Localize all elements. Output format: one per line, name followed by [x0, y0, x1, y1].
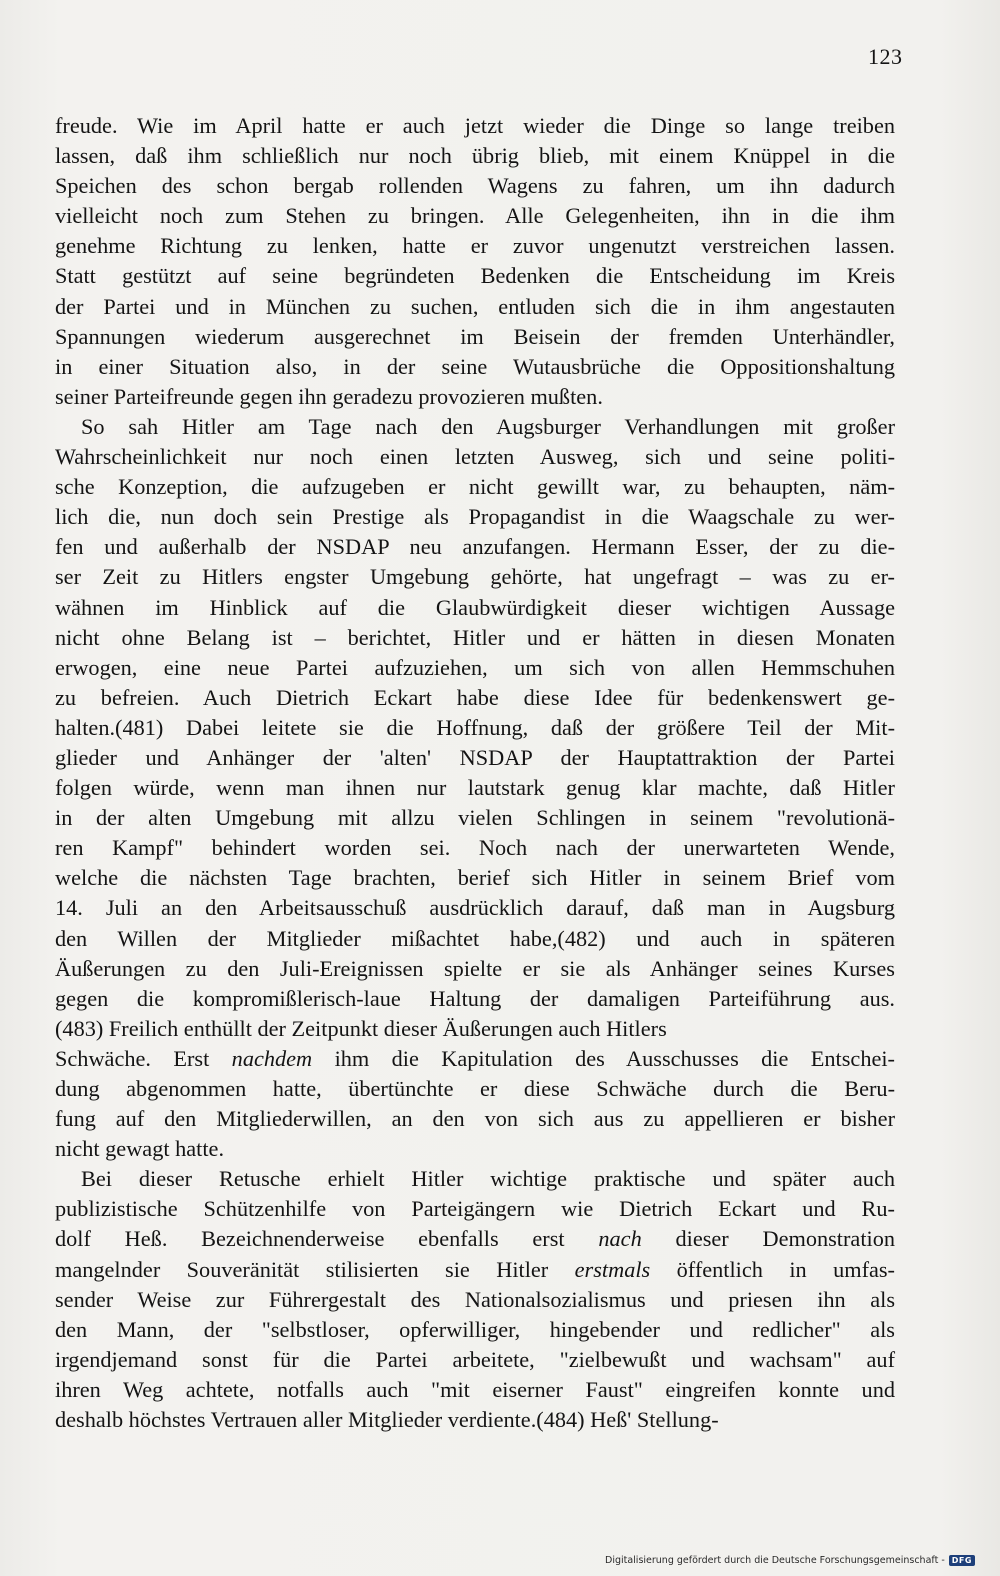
text-line: sche Konzeption, die aufzugeben er nicht gewillt war, zu behaupten, näm- — [55, 474, 895, 500]
text-line: vielleicht noch zum Stehen zu bringen. Alle Gelegenheiten, ihn in die ihm — [55, 203, 895, 229]
text-line: deshalb höchstes Vertrauen aller Mitglieder verdiente.(484) Heß' Stellung- — [55, 1407, 719, 1433]
text-line: nicht gewagt hatte. — [55, 1136, 225, 1162]
text-line: irgendjemand sonst für die Partei arbeitete, "zielbewußt und wachsam" auf — [55, 1346, 895, 1372]
page-number: 123 — [868, 44, 903, 69]
text-line: ihren Weg achtete, notfalls auch "mit eiserner Faust" eingreifen konnte und — [55, 1376, 895, 1402]
emphasis: erstmals — [574, 1256, 651, 1282]
text-line: in einer Situation also, in der seine Wutausbrüche die Oppositionshaltung — [55, 353, 895, 379]
text-line: wähnen im Hinblick auf die Glaubwürdigkeit dieser wichtigen Aussage — [55, 594, 895, 620]
text-line: sender Weise zur Führergestalt des Nationalsozialismus und priesen ihn als — [55, 1286, 895, 1312]
text-line: 14. Juli an den Arbeitsausschuß ausdrücklich darauf, daß man in Augsburg — [55, 895, 895, 921]
text-line: gegen die kompromißlerisch-laue Haltung der damaligen Parteiführung aus. — [55, 985, 895, 1011]
dfg-logo-icon: DFG — [949, 1555, 975, 1566]
text-line: in der alten Umgebung mit allzu vielen Schlingen in seinem "revolutionä- — [55, 805, 895, 831]
text-line: dung abgenommen hatte, übertünchte er diese Schwäche durch die Beru- — [55, 1076, 895, 1101]
footer-text: Digitalisierung gefördert durch die Deutsche Forschungsgemeinschaft - — [605, 1554, 945, 1566]
text-line: erwogen, eine neue Partei aufzuziehen, um sich von allen Hemmschuhen — [55, 654, 895, 680]
text-line: So sah Hitler am Tage nach den Augsburger Verhandlungen mit großer — [81, 413, 895, 439]
text-line: lassen, daß ihm schließlich nur noch übrig blieb, mit einem Knüppel in die — [55, 143, 895, 169]
text-line: der Partei und in München zu suchen, entluden sich die in ihm angestauten — [55, 293, 895, 319]
digitization-footer — [605, 1553, 975, 1567]
text-line: dolf Heß. Bezeichnenderweise ebenfalls erst nach dieser Demonstration — [55, 1226, 896, 1252]
text-line: Bei dieser Retusche erhielt Hitler wichtige praktische und später auch — [81, 1166, 895, 1192]
text-line: ser Zeit zu Hitlers engster Umgebung gehörte, hat ungefragt – was zu er- — [55, 564, 895, 590]
text-line: publizistische Schützenhilfe von Parteigängern wie Dietrich Eckart und Ru- — [55, 1196, 895, 1222]
body-text — [55, 111, 895, 1435]
text-line: fen und außerhalb der NSDAP neu anzufangen. Hermann Esser, der zu die- — [55, 534, 895, 560]
text-line: den Mann, der "selbstloser, opferwilliger, hingebender und redlicher" als — [55, 1316, 895, 1342]
text-line: zu befreien. Auch Dietrich Eckart habe diese Idee für bedenkenswert ge- — [55, 684, 895, 710]
text-line: glieder und Anhänger der 'alten' NSDAP der Hauptattraktion der Partei — [55, 744, 895, 770]
text-line: lich die, nun doch sein Prestige als Propagandist in die Waagschale zu wer- — [55, 504, 895, 530]
text-line: seiner Parteifreunde gegen ihn geradezu provozieren mußten. — [55, 383, 603, 409]
text-line: nicht ohne Belang ist – berichtet, Hitler und er hätten in diesen Monaten — [55, 624, 895, 650]
text-line: (483) Freilich enthüllt der Zeitpunkt dieser Äußerungen auch Hitlers — [55, 1015, 667, 1041]
text-line: Spannungen wiederum ausgerechnet im Beisein der fremden Unterhändler, — [55, 323, 895, 349]
text-line: welche die nächsten Tage brachten, berief sich Hitler in seinem Brief vom — [55, 865, 895, 891]
text-line: mangelnder Souveränität stilisierten sie Hitler erstmals öffentlich in umfas- — [55, 1256, 895, 1282]
text-line: freude. Wie im April hatte er auch jetzt wieder die Dinge so lange treiben — [55, 113, 895, 138]
emphasis: nachdem — [231, 1045, 313, 1071]
text-line: folgen würde, wenn man ihnen nur lautstark genug klar machte, daß Hitler — [55, 775, 895, 801]
text-line: Wahrscheinlichkeit nur noch einen letzten Ausweg, sich und seine politi- — [55, 444, 895, 470]
text-line: Statt gestützt auf seine begründeten Bedenken die Entscheidung im Kreis — [55, 263, 895, 289]
text-line: genehme Richtung zu lenken, hatte er zuvor ungenutzt verstreichen lassen. — [55, 233, 895, 259]
emphasis: nach — [598, 1226, 642, 1252]
text-line: ren Kampf" behindert worden sei. Noch nach der unerwarteten Wende, — [55, 835, 895, 861]
text-line: halten.(481) Dabei leitete sie die Hoffnung, daß der größere Teil der Mit- — [55, 714, 895, 740]
text-line: Speichen des schon bergab rollenden Wagens zu fahren, um ihn dadurch — [55, 173, 895, 199]
text-line: den Willen der Mitglieder mißachtet habe,(482) und auch in späteren — [55, 925, 895, 951]
text-line: Äußerungen zu den Juli-Ereignissen spielte er sie als Anhänger seines Kurses — [55, 955, 895, 981]
text-line: Schwäche. Erst nachdem ihm die Kapitulation des Ausschusses die Entschei- — [55, 1045, 895, 1071]
text-line: fung auf den Mitgliederwillen, an den von sich aus zu appellieren er bisher — [55, 1106, 895, 1132]
